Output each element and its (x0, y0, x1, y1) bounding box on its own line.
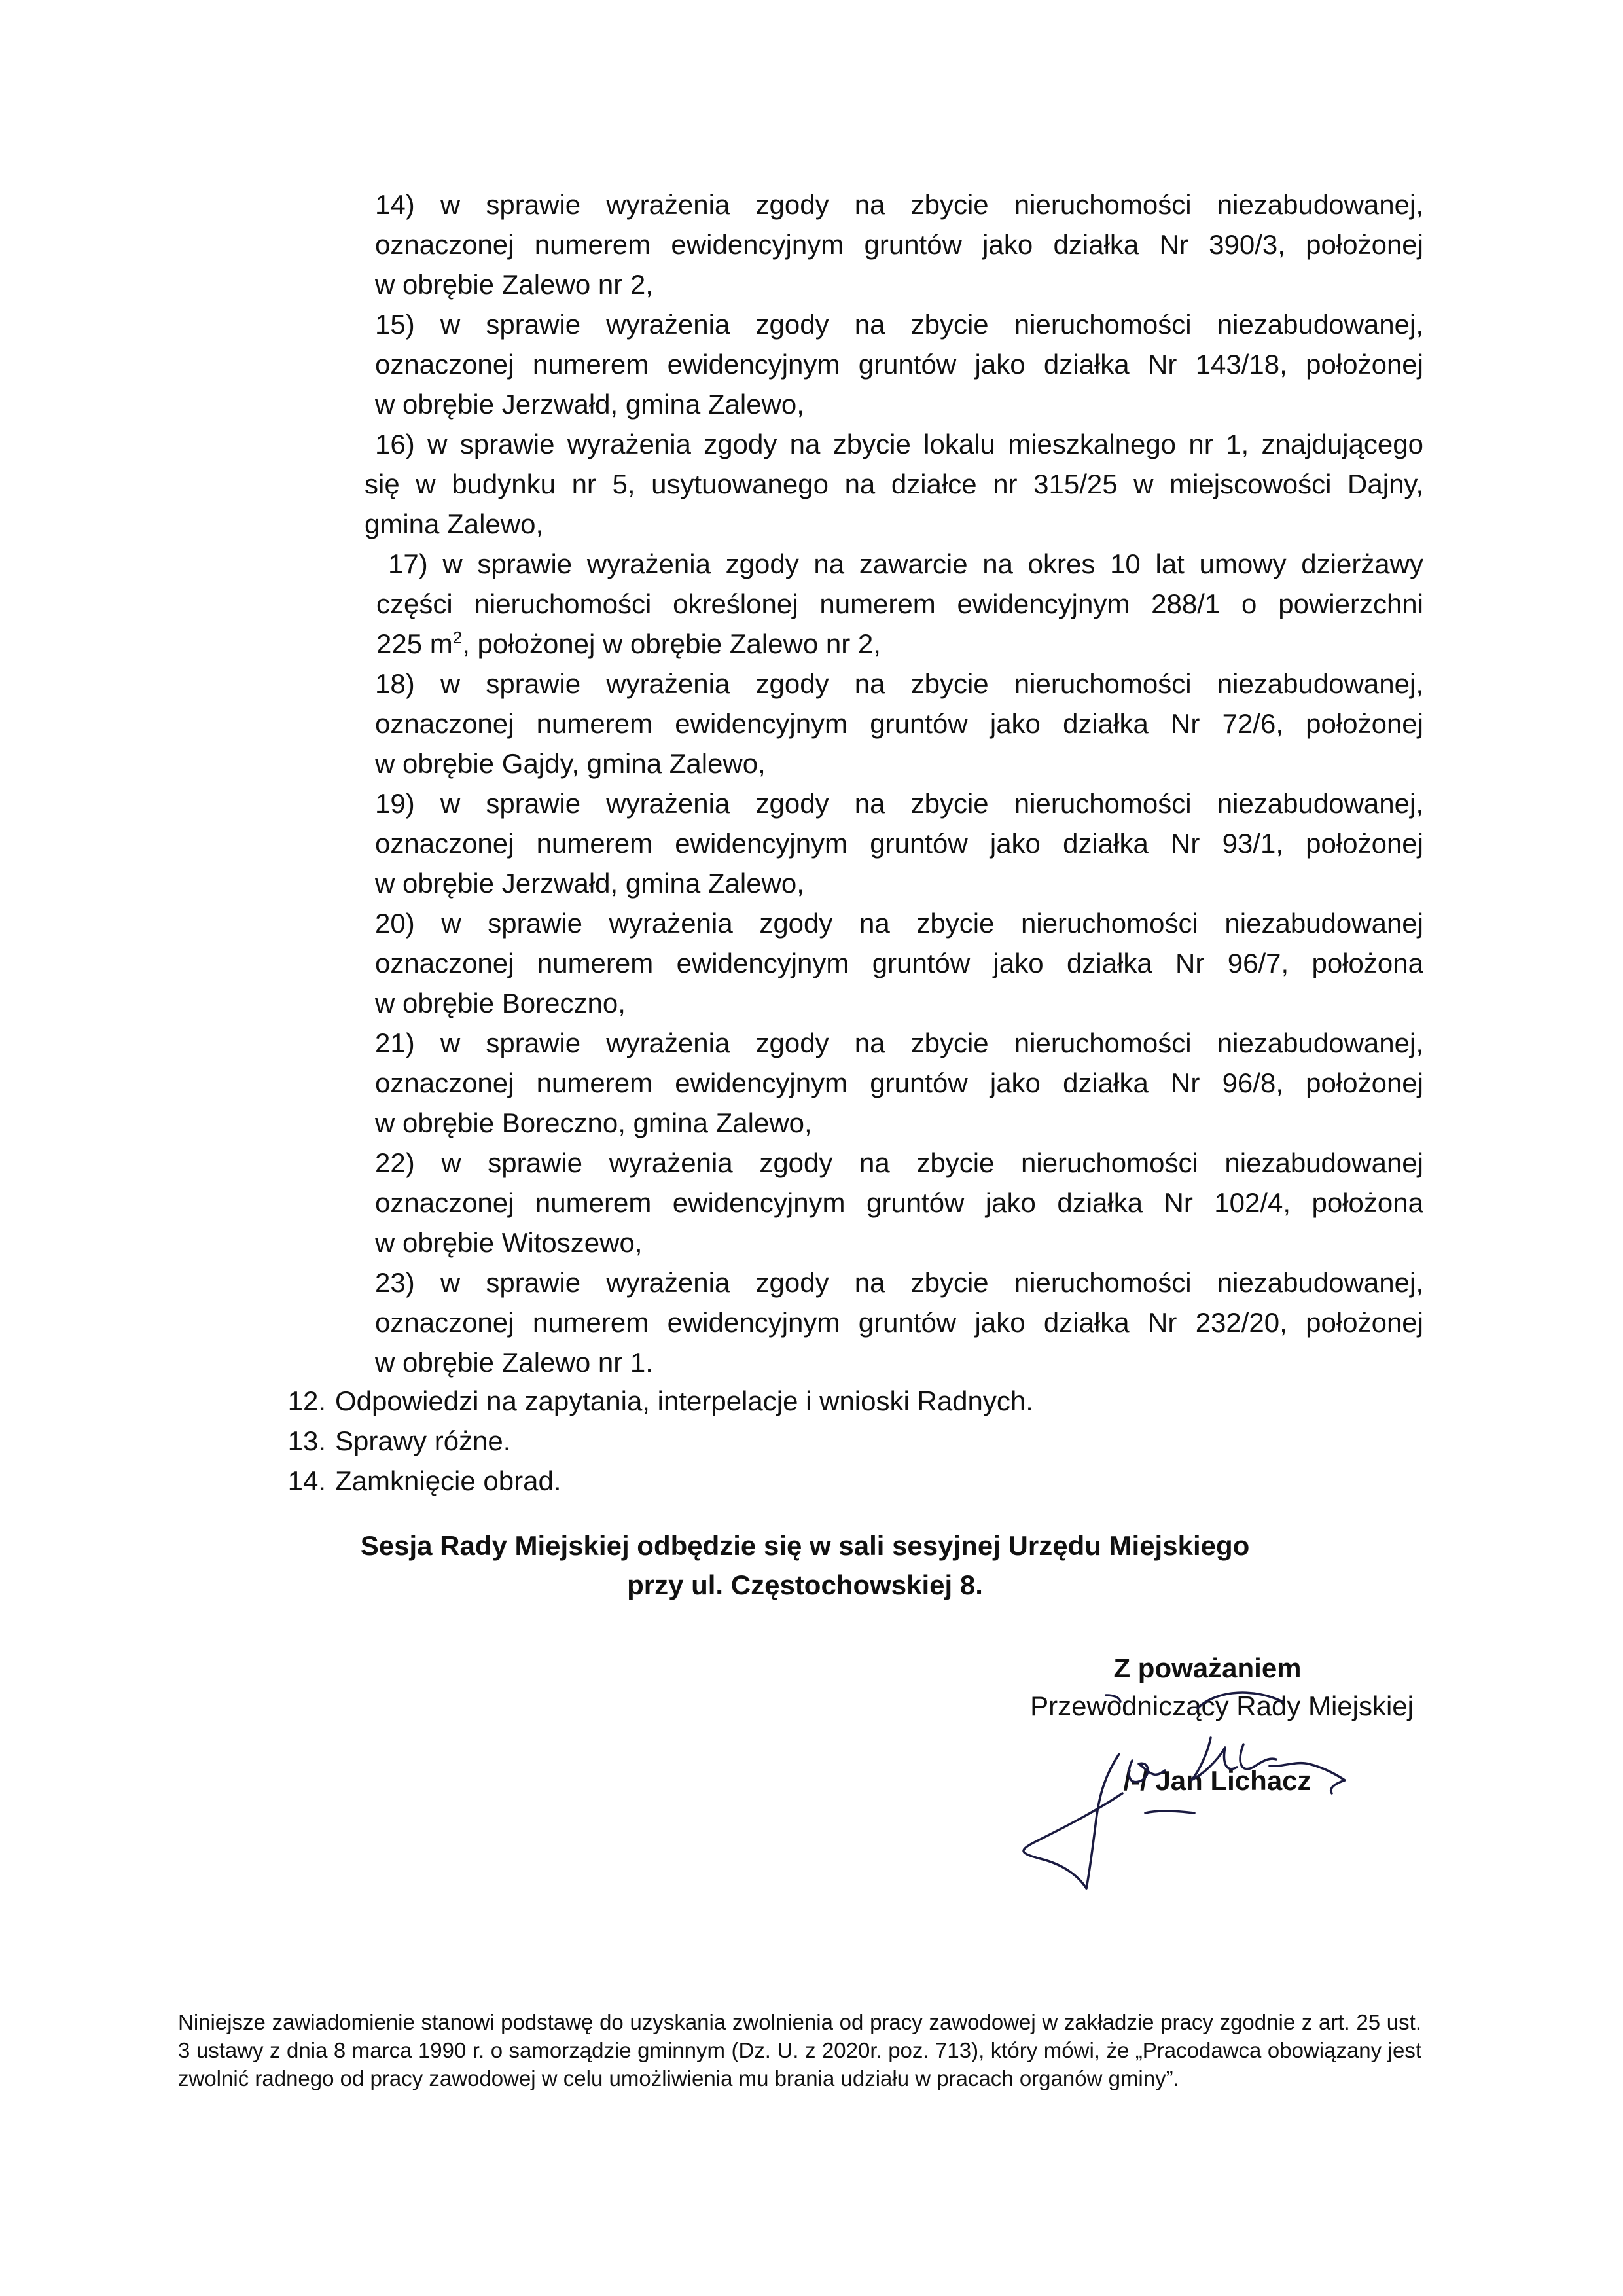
sub-item-line: gmina Zalewo, (365, 509, 544, 539)
sub-item-number: 14) (375, 189, 415, 220)
greeting: Z poważaniem (1113, 1653, 1302, 1683)
sub-item-line: oznaczonej numerem ewidencyjnym gruntów jako działka Nr 390/3, położonej (375, 229, 1423, 260)
agenda-item-14 (274, 1461, 1386, 1501)
sub-item-text: w sprawie wyrażenia zgody na zbycie lokalu mieszkalnego nr 1, znajdującego (427, 429, 1423, 459)
sub-item-number: 15) (375, 309, 415, 340)
sub-item-line (375, 664, 1423, 704)
sub-item-20 (337, 903, 1423, 1023)
agenda-item-12 (274, 1381, 1386, 1421)
sub-item-line: oznaczonej numerem ewidencyjnym gruntów jako działka Nr 93/1, położonej (375, 828, 1423, 859)
sub-item-text: w sprawie wyrażenia zgody na zbycie nieruchomości niezabudowanej, (440, 309, 1423, 340)
sub-item-number: 17) (388, 548, 428, 579)
sub-item-number: 22) (375, 1147, 415, 1178)
sub-item-21 (337, 1023, 1423, 1143)
footnote: Niniejsze zawiadomienie stanowi podstawę do uzyskania zwolnienia od pracy zawodowej w zakładzie pracy zgodnie z art. 25 ust. 3 ustawy z dnia 8 marca 1990 r. o samorządzie gminnym (Dz. U. z 2020r. poz. 713), który mówi, że „Pracodawca obowiązany jest zwolnić radnego od pracy zawodowej w celu umożliwienia mu brania udziału w pracach organów gminy”. (178, 2010, 1421, 2090)
sub-item-line: w obrębie Zalewo nr 1. (375, 1347, 653, 1378)
sub-item-line: w obrębie Jerzwałd, gmina Zalewo, (375, 389, 804, 420)
sub-item-text: w sprawie wyrażenia zgody na zbycie nieruchomości niezabudowanej, (440, 1028, 1423, 1058)
sub-item-17 (350, 544, 1423, 664)
sub-item-14 (337, 185, 1423, 304)
sub-item-number: 23) (375, 1267, 415, 1298)
agenda-item-text: Sprawy różne. (335, 1426, 511, 1456)
sub-item-line: w obrębie Boreczno, (375, 988, 626, 1018)
sub-item-line: w obrębie Boreczno, gmina Zalewo, (375, 1107, 812, 1138)
sub-item-line (375, 185, 1423, 224)
sub-item-line (375, 304, 1423, 344)
sub-item-line (375, 424, 1423, 464)
sub-item-line: w obrębie Jerzwałd, gmina Zalewo, (375, 868, 804, 899)
sub-item-19 (337, 783, 1423, 903)
area-rest: , położonej w obrębie Zalewo nr 2, (462, 628, 881, 659)
sub-item-line: części nieruchomości określonej numerem ewidencyjnym 288/1 o powierzchni (376, 588, 1423, 619)
sub-item-line: oznaczonej numerem ewidencyjnym gruntów jako działka Nr 102/4, położona (375, 1187, 1423, 1218)
session-line-1: Sesja Rady Miejskiej odbędzie się w sali sesyjnej Urzędu Miejskiego (360, 1530, 1250, 1561)
sub-item-line: w obrębie Zalewo nr 2, (375, 269, 653, 300)
agenda-item-text: Zamknięcie obrad. (335, 1465, 562, 1496)
sub-item-line (376, 624, 1423, 664)
sub-item-text: w sprawie wyrażenia zgody na zbycie nieruchomości niezabudowanej, (440, 788, 1423, 819)
agenda-list (274, 1381, 1386, 1501)
sub-item-number: 19) (375, 788, 415, 819)
sub-item-line: się w budynku nr 5, usytuowanego na działce nr 315/25 w miejscowości Dajny, (365, 469, 1423, 499)
session-info (262, 1526, 1348, 1605)
agenda-item-text: Odpowiedzi na zapytania, interpelacje i wnioski Radnych. (335, 1386, 1033, 1416)
sub-item-number: 16) (375, 429, 415, 459)
signatory-role: Przewodniczący Rady Miejskiej (1030, 1691, 1414, 1721)
area-superscript: 2 (452, 628, 463, 647)
sub-item-text: w sprawie wyrażenia zgody na zbycie nieruchomości niezabudowanej, (440, 189, 1423, 220)
sub-item-text: w sprawie wyrażenia zgody na zbycie nieruchomości niezabudowanej, (440, 668, 1423, 699)
agenda-item-number: 14. (287, 1465, 326, 1496)
agenda-item-number: 13. (287, 1426, 326, 1456)
resolution-sublist (337, 185, 1423, 1382)
sub-item-text: w sprawie wyrażenia zgody na zbycie nieruchomości niezabudowanej (441, 908, 1423, 939)
sub-item-line: w obrębie Gajdy, gmina Zalewo, (375, 748, 766, 779)
sub-item-line (375, 1263, 1423, 1302)
sub-item-line (375, 783, 1423, 823)
agenda-item-number: 12. (287, 1386, 326, 1416)
area-value: 225 m (376, 628, 453, 659)
sub-item-18 (337, 664, 1423, 783)
sub-item-text: w sprawie wyrażenia zgody na zbycie nieruchomości niezabudowanej, (440, 1267, 1423, 1298)
sub-item-number: 21) (375, 1028, 415, 1058)
sub-item-number: 18) (375, 668, 415, 699)
sub-item-16 (337, 424, 1423, 544)
sub-item-number: 20) (375, 908, 415, 939)
sub-item-line: oznaczonej numerem ewidencyjnym gruntów jako działka Nr 72/6, położonej (375, 708, 1423, 739)
sub-item-line: oznaczonej numerem ewidencyjnym gruntów jako działka Nr 96/8, położonej (375, 1067, 1423, 1098)
sub-item-line: oznaczonej numerem ewidencyjnym gruntów jako działka Nr 143/18, położonej (375, 349, 1423, 380)
sub-item-line (375, 1023, 1423, 1063)
sub-item-line: oznaczonej numerem ewidencyjnym gruntów jako działka Nr 96/7, położona (375, 948, 1423, 978)
sub-item-23 (337, 1263, 1423, 1382)
sub-item-line: w obrębie Witoszewo, (375, 1227, 643, 1258)
agenda-item-13 (274, 1421, 1386, 1461)
sub-item-text: w sprawie wyrażenia zgody na zbycie nieruchomości niezabudowanej (441, 1147, 1423, 1178)
sub-item-line (375, 903, 1423, 943)
sub-item-line: oznaczonej numerem ewidencyjnym gruntów jako działka Nr 232/20, położonej (375, 1307, 1423, 1338)
handwritten-signature (982, 1682, 1387, 1898)
signatory-name: /-/ Jan Lichacz (1123, 1765, 1311, 1796)
sub-item-line (375, 1143, 1423, 1183)
sub-item-text: w sprawie wyrażenia zgody na zawarcie na okres 10 lat umowy dzierżawy (442, 548, 1423, 579)
sub-item-15 (337, 304, 1423, 424)
sub-item-22 (337, 1143, 1423, 1263)
session-line-2: przy ul. Częstochowskiej 8. (627, 1570, 983, 1600)
sub-item-line (388, 544, 1423, 584)
